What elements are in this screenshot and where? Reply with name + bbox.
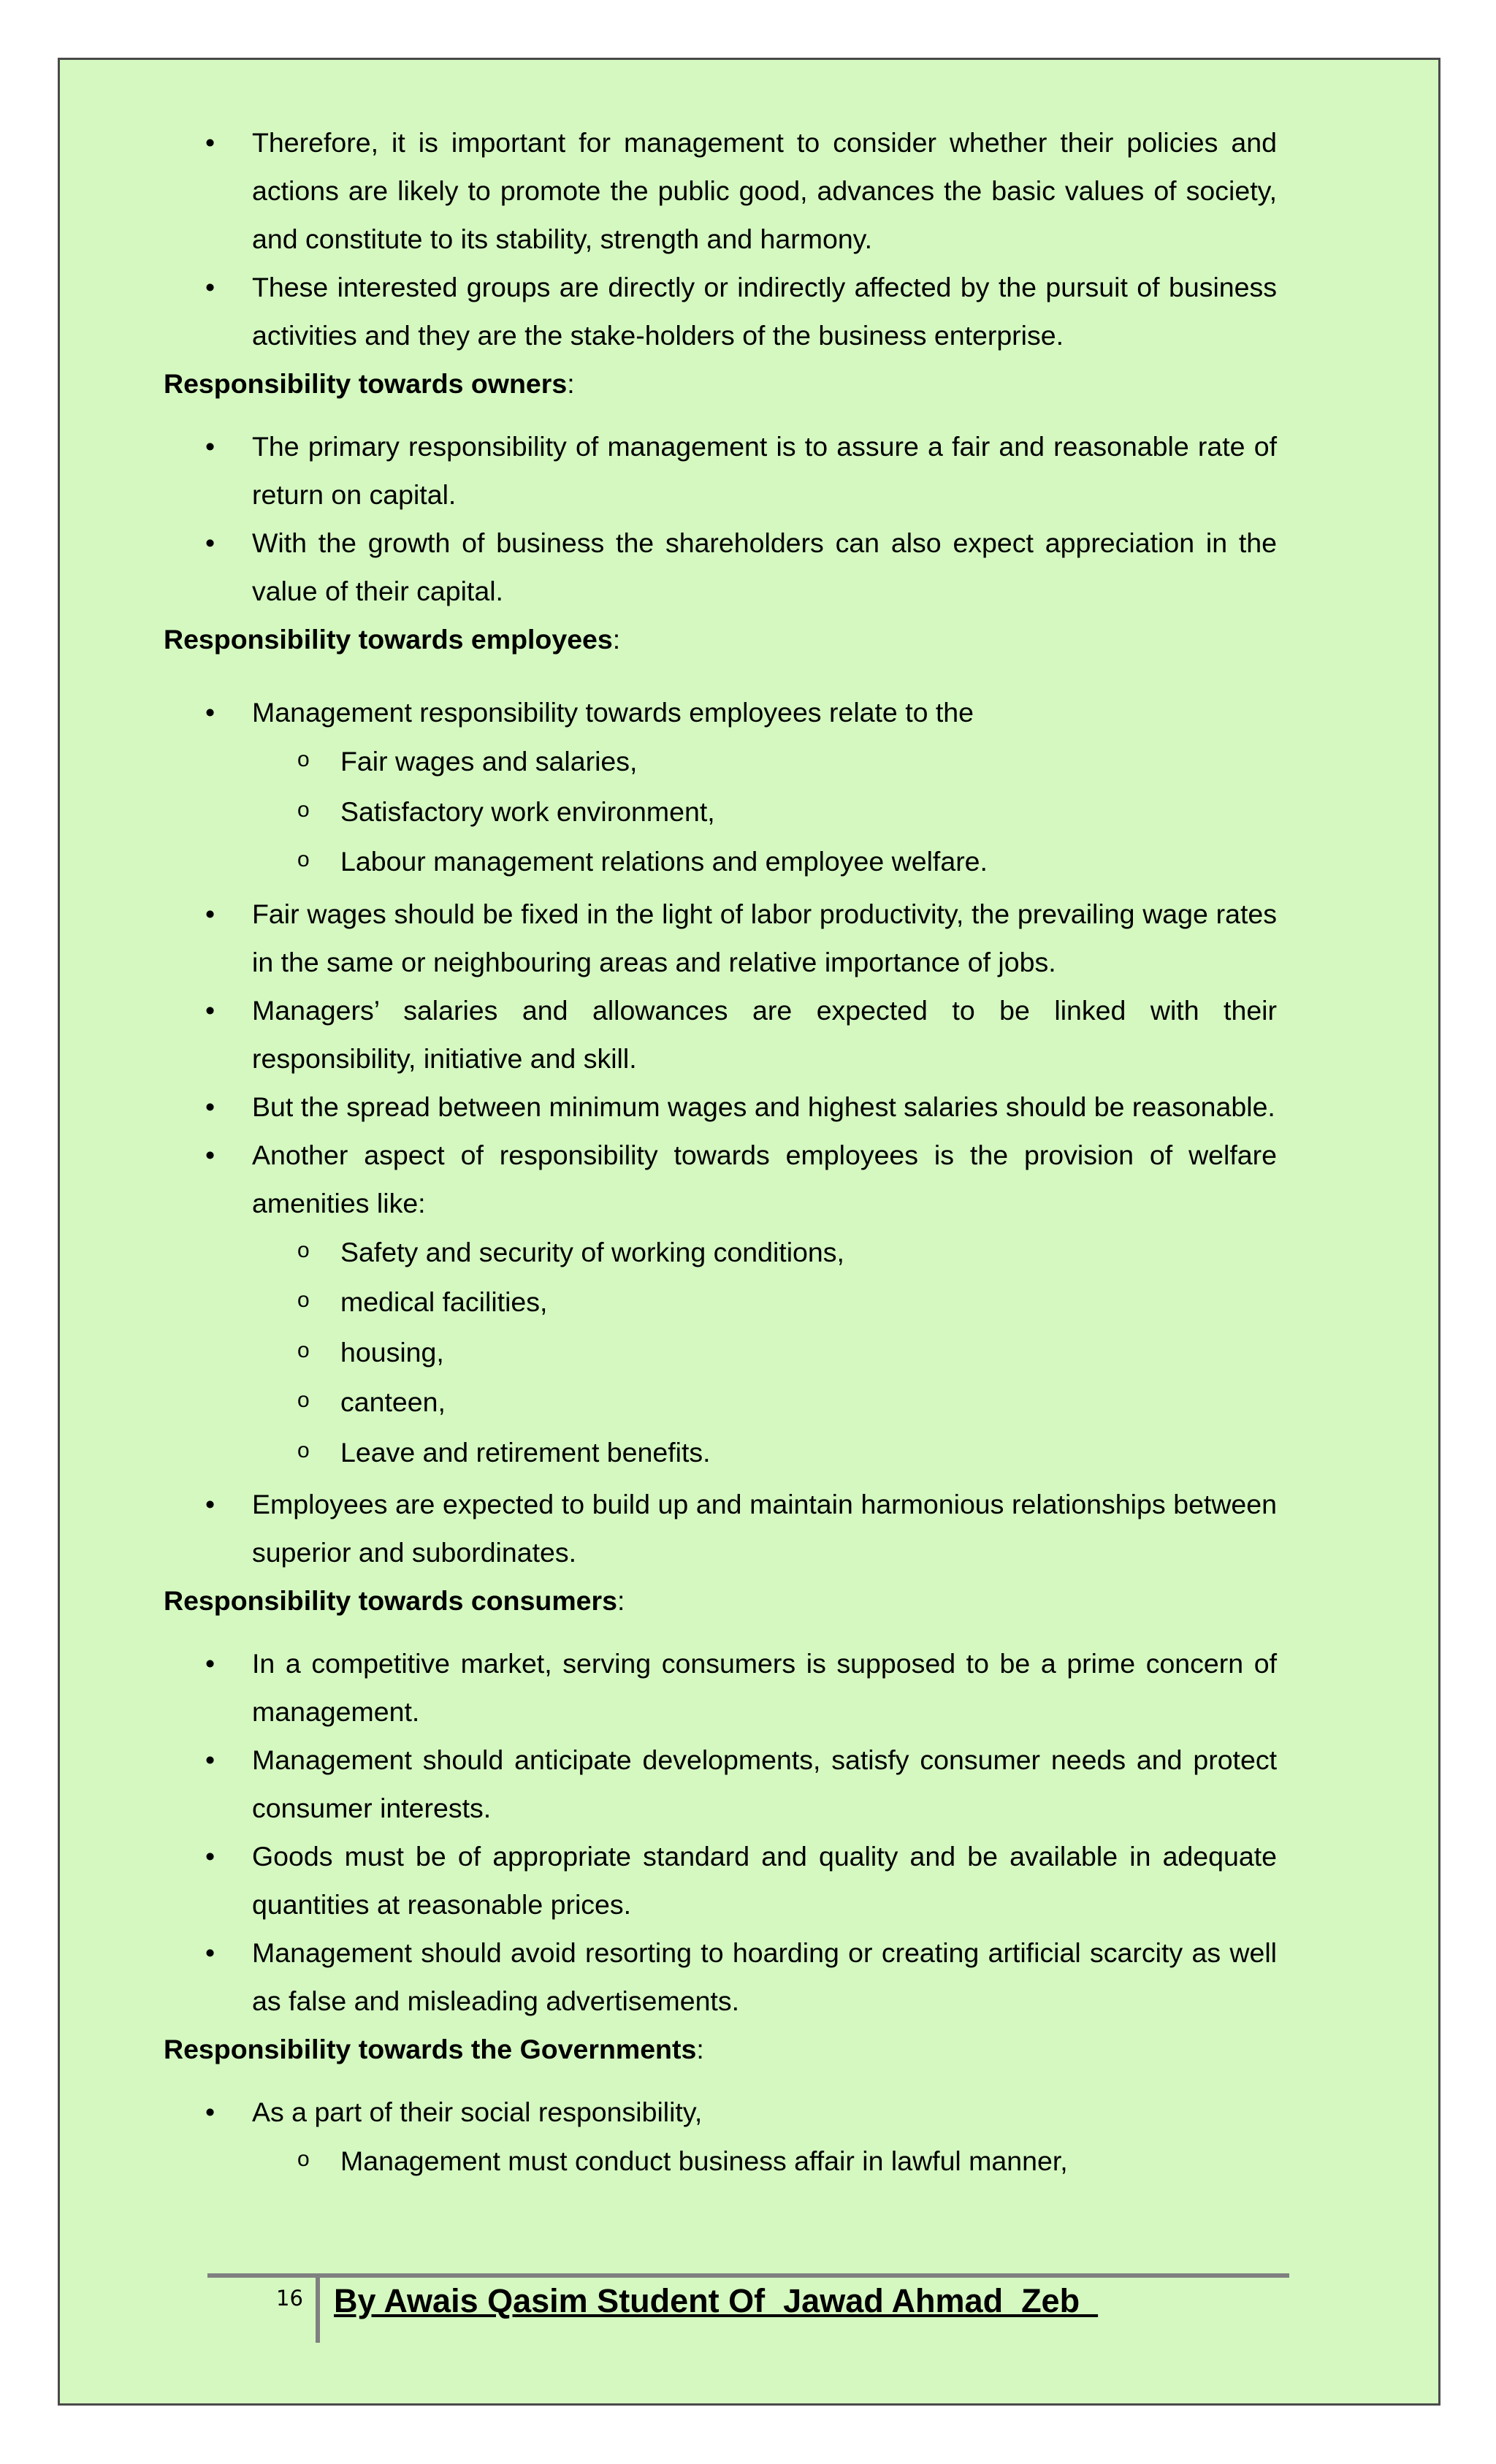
sub-list-item: o medical facilities, [164,1277,1277,1327]
section-heading-owners: Responsibility towards owners: [164,368,575,399]
list-item: • With the growth of business the shareholders can also expect appreciation in the value of their capital. [164,519,1277,615]
list-item: • Managers’ salaries and allowances are expected to be linked with their responsibility, initiative and skill. [164,986,1277,1083]
list-item: • Management should avoid resorting to hoarding or creating artificial scarcity as well as false and misleading advertisements. [164,1929,1277,2025]
footer-author: By Awais Qasim Student Of Jawad Ahmad Zeb [334,2282,1099,2319]
sub-list-item: o Leave and retirement benefits. [164,1427,1277,1478]
section-heading-employees: Responsibility towards employees: [164,624,621,655]
list-item: • Fair wages should be fixed in the light of labor productivity, the prevailing wage rates in the same or neighbouring areas and relative importance of jobs. [164,890,1277,986]
section-heading-governments: Responsibility towards the Governments: [164,2034,704,2064]
sub-list-item: o Labour management relations and employee welfare. [164,836,1277,887]
list-item: • Management should anticipate developments, satisfy consumer needs and protect consumer interests. [164,1736,1277,1832]
list-item: • Goods must be of appropriate standard and quality and be available in adequate quantities at reasonable prices. [164,1832,1277,1929]
sub-list-item: o canteen, [164,1377,1277,1427]
page-content [164,118,1277,2186]
footer-divider [207,2273,1289,2278]
page-number: 16 [276,2286,303,2311]
list-item: • Employees are expected to build up and maintain harmonious relationships between superior and subordinates. [164,1480,1277,1576]
list-item: • But the spread between minimum wages and highest salaries should be reasonable. [164,1083,1277,1131]
section-heading-consumers: Responsibility towards consumers: [164,1585,625,1616]
list-item: • These interested groups are directly or indirectly affected by the pursuit of business activities and they are the stake-holders of the business enterprise. [164,263,1277,359]
list-item: • In a competitive market, serving consumers is supposed to be a prime concern of management. [164,1639,1277,1736]
list-item: • Management responsibility towards employees relate to the [164,688,1277,736]
list-item: • Another aspect of responsibility towards employees is the provision of welfare amenities like: [164,1131,1277,1227]
footer-vertical-divider [316,2278,320,2343]
sub-list-item: o housing, [164,1327,1277,1378]
list-item: • As a part of their social responsibility, [164,2088,1277,2136]
list-item: • The primary responsibility of management is to assure a fair and reasonable rate of return on capital. [164,422,1277,519]
sub-list-item: o Fair wages and salaries, [164,736,1277,787]
sub-list-item: o Safety and security of working conditions, [164,1227,1277,1278]
sub-list-item: o Management must conduct business affair in lawful manner, [164,2136,1277,2186]
sub-list-item: o Satisfactory work environment, [164,787,1277,837]
list-item: • Therefore, it is important for management to consider whether their policies and actions are likely to promote the public good, advances the basic values of society, and constitute to its stability, strength and harmony. [164,118,1277,263]
